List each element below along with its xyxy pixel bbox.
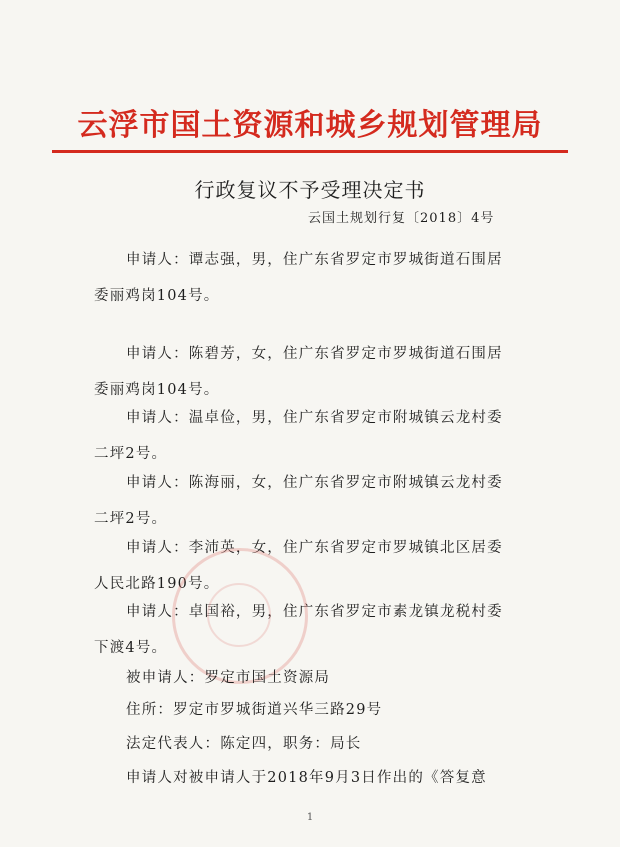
show-through-text bbox=[95, 70, 555, 87]
body-text-line: 申请人对被申请人于2018年9月3日作出的《答复意 bbox=[126, 770, 487, 786]
address-line: 住所：罗定市罗城街道兴华三路29号 bbox=[126, 702, 383, 718]
applicant-line2: 委丽鸡岗104号。 bbox=[94, 288, 220, 304]
applicant-line1: 申请人：李沛英，女，住广东省罗定市罗城镇北区居委 bbox=[126, 540, 503, 556]
applicant-line1: 申请人：谭志强，男，住广东省罗定市罗城街道石围居 bbox=[126, 252, 503, 268]
applicant-line2: 二坪2号。 bbox=[94, 511, 168, 527]
applicant-paragraph bbox=[94, 465, 534, 537]
applicant-paragraph bbox=[94, 336, 534, 408]
applicant-line2: 二坪2号。 bbox=[94, 446, 168, 462]
applicant-line2: 下渡4号。 bbox=[94, 640, 168, 656]
applicant-line1: 申请人：陈碧芳，女，住广东省罗定市罗城街道石围居 bbox=[126, 346, 503, 362]
applicant-line1: 申请人：卓国裕，男，住广东省罗定市素龙镇龙税村委 bbox=[126, 604, 503, 620]
applicant-paragraph bbox=[94, 530, 534, 602]
applicant-paragraph bbox=[94, 594, 534, 666]
respondent-line: 被申请人：罗定市国土资源局 bbox=[126, 670, 331, 686]
org-header: 云浮市国土资源和城乡规划管理局 bbox=[77, 108, 543, 143]
applicant-line2: 人民北路190号。 bbox=[94, 576, 220, 592]
applicant-paragraph bbox=[94, 400, 534, 472]
applicant-paragraph bbox=[94, 242, 534, 314]
applicant-line1: 申请人：温卓俭，男，住广东省罗定市附城镇云龙村委 bbox=[126, 410, 503, 426]
page-number: 1 bbox=[306, 812, 314, 823]
legal-rep-line: 法定代表人：陈定四，职务：局长 bbox=[126, 736, 362, 752]
doc-title: 行政复议不予受理决定书 bbox=[194, 178, 426, 202]
applicant-line2: 委丽鸡岗104号。 bbox=[94, 382, 220, 398]
applicant-line1: 申请人：陈海丽，女，住广东省罗定市附城镇云龙村委 bbox=[126, 475, 503, 491]
header-red-line bbox=[52, 150, 568, 153]
doc-number: 云国土规划行复〔2018〕4号 bbox=[308, 211, 495, 226]
